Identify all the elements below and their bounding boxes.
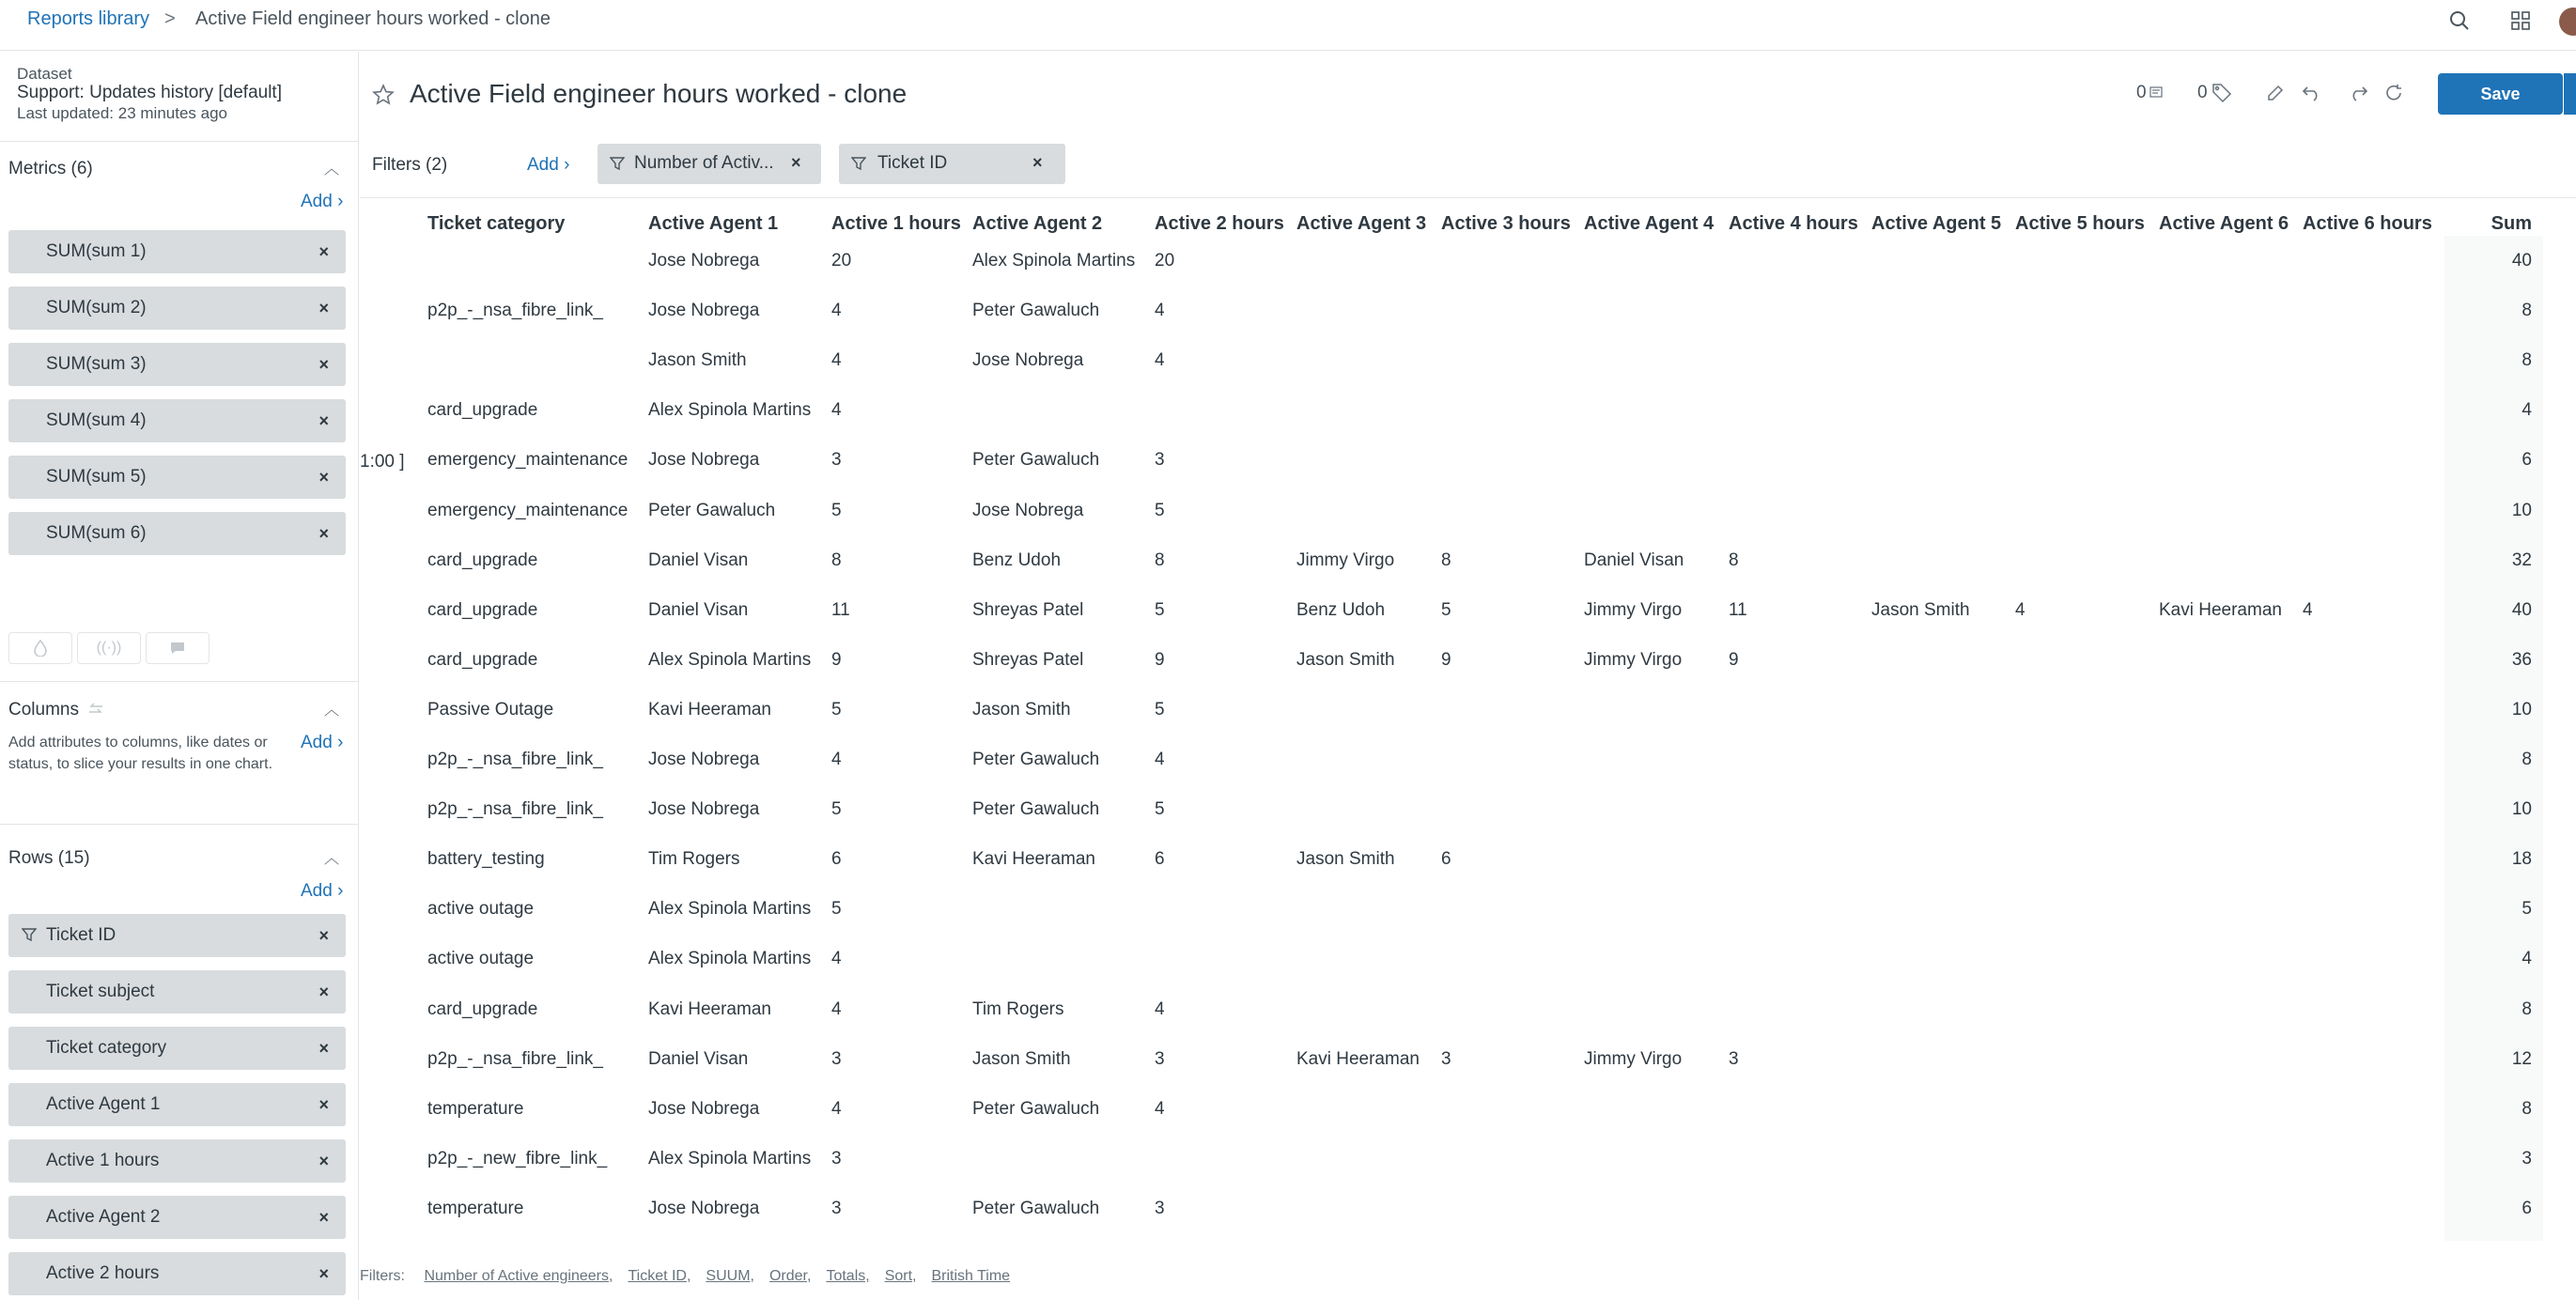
table-cell[interactable]: 9 <box>1155 649 1165 670</box>
dataset-updated: Last updated: 23 minutes ago <box>17 104 227 122</box>
undo-icon[interactable] <box>2300 81 2324 105</box>
metric-label: SUM(sum 6) <box>46 523 147 543</box>
table-cell[interactable]: Peter Gawaluch <box>972 1198 1100 1218</box>
table-cell[interactable]: Alex Spinola Martins <box>648 899 812 920</box>
table-cell[interactable]: 5 <box>1155 599 1165 620</box>
comment-count-icon[interactable] <box>2149 86 2163 104</box>
metric-label: SUM(sum 5) <box>46 467 147 487</box>
table-cell[interactable]: Benz Udoh <box>1296 599 1386 620</box>
footer-filter-link[interactable]: Totals, <box>826 1268 870 1284</box>
sum-cell[interactable]: 32 <box>2511 549 2532 570</box>
table-cell[interactable]: 20 <box>831 251 852 271</box>
table-cell[interactable]: 9 <box>831 649 842 670</box>
remove-icon[interactable]: × <box>318 354 329 374</box>
remove-icon[interactable]: × <box>318 241 329 261</box>
table-cell[interactable]: Kavi Heeraman <box>2159 599 2282 620</box>
column-header-active-agent-3[interactable]: Active Agent 3 <box>1296 213 1427 234</box>
sum-cell[interactable]: 40 <box>2511 251 2532 271</box>
footer-filter-link[interactable]: Sort, <box>884 1268 917 1284</box>
sum-cell[interactable]: 8 <box>2522 301 2532 321</box>
column-header-active-6-hours[interactable]: Active 6 hours <box>2303 213 2432 234</box>
metric-pill[interactable] <box>8 399 346 442</box>
sum-cell[interactable]: 4 <box>2522 949 2532 969</box>
sum-cell[interactable]: 18 <box>2511 849 2532 870</box>
column-header-active-2-hours[interactable]: Active 2 hours <box>1155 213 1284 234</box>
table-cell[interactable]: Tim Rogers <box>972 998 1064 1019</box>
metrics-add-button[interactable]: Add › <box>301 192 344 211</box>
table-cell[interactable]: 3 <box>1729 1048 1739 1069</box>
top-bar <box>0 0 2576 51</box>
columns-help-text: Add attributes to columns, like dates or status, to slice your results in one chart. <box>8 735 273 772</box>
table-row <box>360 338 2576 339</box>
table-cell[interactable]: Shreyas Patel <box>972 599 1084 620</box>
table-cell[interactable]: 6 <box>1155 849 1165 870</box>
table-cell[interactable]: Jason Smith <box>972 1048 1071 1069</box>
row-label: Active 1 hours <box>46 1151 160 1170</box>
table-row <box>360 538 2576 539</box>
table-cell[interactable]: 5 <box>1155 500 1165 520</box>
table-cell[interactable]: 4 <box>831 301 842 321</box>
tag-count: 0 <box>2197 83 2208 102</box>
table-cell[interactable]: Alex Spinola Martins <box>972 251 1136 271</box>
metric-pill[interactable] <box>8 456 346 499</box>
sum-cell[interactable]: 8 <box>2522 750 2532 769</box>
table-cell[interactable]: card_upgrade <box>427 400 538 421</box>
table-row <box>360 737 2576 738</box>
table-cell[interactable]: 11 <box>1729 599 1747 620</box>
table-cell[interactable]: 4 <box>1155 998 1165 1019</box>
table-cell[interactable]: Kavi Heeraman <box>648 699 771 720</box>
column-header-active-agent-1[interactable]: Active Agent 1 <box>648 213 779 234</box>
column-header-active-agent-4[interactable]: Active Agent 4 <box>1584 213 1715 234</box>
table-cell[interactable]: 5 <box>1155 799 1165 820</box>
apps-grid-icon[interactable] <box>2506 6 2536 36</box>
table-cell[interactable]: Peter Gawaluch <box>972 450 1100 471</box>
table-cell[interactable]: 3 <box>831 1148 842 1168</box>
sum-cell[interactable]: 5 <box>2522 899 2532 920</box>
footer-filter-link[interactable]: Ticket ID, <box>628 1268 691 1284</box>
metric-pill[interactable] <box>8 512 346 555</box>
column-header-active-4-hours[interactable]: Active 4 hours <box>1729 213 1858 234</box>
table-row <box>360 987 2576 988</box>
sum-cell[interactable]: 8 <box>2522 1098 2532 1119</box>
table-cell[interactable]: 3 <box>1155 450 1165 471</box>
table-row <box>360 787 2576 788</box>
table-cell[interactable]: emergency_maintenance <box>427 450 628 471</box>
table-row <box>360 1137 2576 1138</box>
row-pill[interactable] <box>8 1083 346 1126</box>
row-pill[interactable] <box>8 970 346 1014</box>
table-cell[interactable]: 4 <box>1155 750 1165 769</box>
table-cell[interactable]: emergency_maintenance <box>427 500 628 520</box>
divider <box>0 141 359 142</box>
row-pill[interactable] <box>8 1252 346 1295</box>
filters-add-button[interactable]: Add › <box>527 155 570 175</box>
save-button[interactable]: Save <box>2438 73 2563 115</box>
table-cell[interactable]: p2p_-_nsa_fibre_link_ <box>427 301 603 321</box>
comment-icon[interactable] <box>146 632 209 664</box>
table-cell[interactable]: 4 <box>2015 599 2025 620</box>
table-cell[interactable]: 3 <box>1441 1048 1451 1069</box>
table-cell[interactable]: Jimmy Virgo <box>1584 1048 1683 1069</box>
table-cell[interactable]: Jose Nobrega <box>972 500 1084 520</box>
table-cell[interactable]: Jose Nobrega <box>648 799 760 820</box>
table-cell[interactable]: 3 <box>831 450 842 471</box>
table-cell[interactable]: p2p_-_nsa_fibre_link_ <box>427 750 603 769</box>
row-label: Ticket subject <box>46 982 155 1001</box>
remove-icon[interactable]: × <box>318 1263 329 1283</box>
table-cell[interactable]: Peter Gawaluch <box>972 301 1100 321</box>
table-cell[interactable]: 11 <box>831 599 850 620</box>
table-cell[interactable]: 4 <box>831 949 842 969</box>
footer-filter-link[interactable]: Number of Active engineers, <box>424 1268 613 1284</box>
remove-icon[interactable]: × <box>318 1038 329 1058</box>
filter-chip-ticket-id[interactable] <box>839 144 1065 184</box>
metric-label: SUM(sum 1) <box>46 241 147 261</box>
partial-cell[interactable]: 1:00 ] <box>360 452 405 472</box>
sum-cell[interactable]: 8 <box>2522 350 2532 371</box>
remove-icon[interactable]: × <box>318 467 329 487</box>
columns-title: Columns <box>8 700 79 720</box>
sum-column-background <box>2444 236 2543 1241</box>
table-cell[interactable]: 5 <box>1155 699 1165 720</box>
dataset-label: Dataset <box>17 65 72 83</box>
column-header-active-agent-6[interactable]: Active Agent 6 <box>2159 213 2289 234</box>
remove-icon[interactable]: × <box>318 1207 329 1227</box>
row-pill[interactable] <box>8 1196 346 1239</box>
table-row <box>360 887 2576 888</box>
metric-pill[interactable] <box>8 343 346 386</box>
remove-filter-icon[interactable]: × <box>791 153 801 172</box>
sum-cell[interactable]: 6 <box>2522 1198 2532 1218</box>
broadcast-icon[interactable]: ((·)) <box>77 632 141 664</box>
metrics-collapse-icon[interactable]: ︿ <box>324 162 340 178</box>
metric-label: SUM(sum 3) <box>46 354 147 374</box>
column-header-active-1-hours[interactable]: Active 1 hours <box>831 213 961 234</box>
table-cell[interactable]: card_upgrade <box>427 599 538 620</box>
row-pill[interactable] <box>8 1027 346 1070</box>
table-cell[interactable]: 4 <box>831 998 842 1019</box>
columns-add-button[interactable]: Add › <box>301 733 344 752</box>
rows-add-button[interactable]: Add › <box>301 881 344 901</box>
row-label: Active Agent 1 <box>46 1094 161 1114</box>
table-cell[interactable]: p2p_-_new_fibre_link_ <box>427 1148 608 1168</box>
filter-chip-label: Ticket ID <box>877 153 948 173</box>
table-cell[interactable]: Jose Nobrega <box>648 251 760 271</box>
table-cell[interactable]: Jason Smith <box>648 350 747 371</box>
rows-title: Rows (15) <box>8 848 90 868</box>
sum-cell[interactable]: 6 <box>2522 450 2532 471</box>
sum-cell[interactable]: 10 <box>2511 500 2532 520</box>
filter-chip-label: Number of Activ... <box>634 153 774 173</box>
table-cell[interactable]: 4 <box>1155 350 1165 371</box>
table-cell[interactable]: 9 <box>1441 649 1451 670</box>
table-cell[interactable]: Jose Nobrega <box>648 1098 760 1119</box>
table-cell[interactable]: 5 <box>831 500 842 520</box>
column-header-active-agent-5[interactable]: Active Agent 5 <box>1871 213 2002 234</box>
breadcrumb-separator: > <box>164 8 176 29</box>
footer-filter-link[interactable]: Order, <box>768 1268 812 1284</box>
column-header-sum[interactable]: Sum <box>2491 213 2532 234</box>
sum-cell[interactable]: 4 <box>2522 400 2532 421</box>
table-cell[interactable]: temperature <box>427 1098 524 1119</box>
sum-cell[interactable]: 36 <box>2511 649 2532 670</box>
table-cell[interactable]: battery_testing <box>427 849 545 870</box>
table-row <box>360 1037 2576 1038</box>
table-row <box>360 1186 2576 1187</box>
redo-icon[interactable] <box>2346 81 2370 105</box>
user-avatar[interactable] <box>2559 8 2576 36</box>
table-cell[interactable]: 4 <box>831 1098 842 1119</box>
remove-icon[interactable]: × <box>318 925 329 945</box>
table-cell[interactable]: Peter Gawaluch <box>972 750 1100 769</box>
table-cell[interactable]: Kavi Heeraman <box>648 998 771 1019</box>
table-cell[interactable]: 4 <box>1155 301 1165 321</box>
tag-icon[interactable] <box>2211 83 2232 108</box>
table-cell[interactable]: 4 <box>831 400 842 421</box>
row-pill[interactable] <box>8 1139 346 1183</box>
table-row <box>360 638 2576 639</box>
metrics-title: Metrics (6) <box>8 159 93 178</box>
table-cell[interactable]: 4 <box>1155 1098 1165 1119</box>
remove-icon[interactable]: × <box>318 982 329 1001</box>
table-cell[interactable]: Shreyas Patel <box>972 649 1084 670</box>
sum-cell[interactable]: 10 <box>2511 699 2532 720</box>
table-cell[interactable]: Benz Udoh <box>972 549 1062 570</box>
table-cell[interactable]: Daniel Visan <box>1584 549 1684 570</box>
favorite-star-icon[interactable] <box>372 84 395 111</box>
filters-count[interactable]: Filters (2) <box>372 155 448 175</box>
table-cell[interactable]: active outage <box>427 949 535 969</box>
table-cell[interactable]: temperature <box>427 1198 524 1218</box>
sum-cell[interactable]: 40 <box>2511 599 2532 620</box>
metric-pill[interactable] <box>8 230 346 273</box>
table-cell[interactable]: Peter Gawaluch <box>972 1098 1100 1119</box>
table-cell[interactable]: Jason Smith <box>1871 599 1970 620</box>
table-row <box>360 1087 2576 1088</box>
table-cell[interactable]: Peter Gawaluch <box>648 500 776 520</box>
table-cell[interactable]: active outage <box>427 899 535 920</box>
table-cell[interactable]: 3 <box>1155 1198 1165 1218</box>
table-cell[interactable]: Peter Gawaluch <box>972 799 1100 820</box>
breadcrumb-current: Active Field engineer hours worked - clone <box>195 8 551 29</box>
metric-pill[interactable] <box>8 286 346 330</box>
table-cell[interactable]: 5 <box>831 799 842 820</box>
table-cell[interactable]: card_upgrade <box>427 998 538 1019</box>
table-cell[interactable]: 8 <box>1729 549 1739 570</box>
table-cell[interactable]: Jimmy Virgo <box>1296 549 1395 570</box>
table-cell[interactable]: 3 <box>1155 1048 1165 1069</box>
table-cell[interactable]: 6 <box>831 849 842 870</box>
table-row <box>360 588 2576 589</box>
sum-cell[interactable]: 3 <box>2522 1148 2532 1168</box>
divider <box>0 681 359 682</box>
table-cell[interactable]: 8 <box>1155 549 1165 570</box>
metric-label: SUM(sum 2) <box>46 298 147 317</box>
edit-icon[interactable] <box>2263 81 2288 105</box>
search-icon[interactable] <box>2444 6 2475 36</box>
table-cell[interactable]: 4 <box>831 750 842 769</box>
sum-cell[interactable]: 10 <box>2511 799 2532 820</box>
remove-icon[interactable]: × <box>318 523 329 543</box>
table-cell[interactable]: 8 <box>831 549 842 570</box>
table-cell[interactable]: Alex Spinola Martins <box>648 1148 812 1168</box>
table-cell[interactable]: Daniel Visan <box>648 1048 749 1069</box>
footer-label: Filters: <box>360 1268 405 1284</box>
table-row <box>360 688 2576 689</box>
table-cell[interactable]: Alex Spinola Martins <box>648 649 812 670</box>
report-title[interactable]: Active Field engineer hours worked - clone <box>410 79 908 108</box>
table-cell[interactable]: Tim Rogers <box>648 849 740 870</box>
sum-cell[interactable]: 12 <box>2511 1048 2532 1069</box>
filter-icon <box>610 156 625 176</box>
table-cell[interactable]: 5 <box>831 699 842 720</box>
results-table <box>360 198 2576 1246</box>
table-cell[interactable]: p2p_-_nsa_fibre_link_ <box>427 1048 603 1069</box>
column-header-active-3-hours[interactable]: Active 3 hours <box>1441 213 1571 234</box>
table-cell[interactable]: Passive Outage <box>427 699 554 720</box>
table-row <box>360 388 2576 389</box>
remove-icon[interactable]: × <box>318 1094 329 1114</box>
remove-icon[interactable]: × <box>318 410 329 430</box>
footer-filter-link[interactable]: SUUM, <box>706 1268 754 1284</box>
footer-filters <box>360 1268 1010 1285</box>
table-cell[interactable]: 4 <box>2303 599 2313 620</box>
table-cell[interactable]: Jose Nobrega <box>648 450 760 471</box>
remove-icon[interactable]: × <box>318 298 329 317</box>
row-label: Active 2 hours <box>46 1263 160 1283</box>
refresh-icon[interactable] <box>2382 81 2406 105</box>
save-options-button[interactable] <box>2564 73 2576 115</box>
sum-cell[interactable]: 8 <box>2522 998 2532 1019</box>
comment-count: 0 <box>2136 83 2147 102</box>
columns-collapse-icon[interactable]: ︿ <box>324 703 340 719</box>
table-row <box>360 837 2576 838</box>
table-cell[interactable]: Daniel Visan <box>648 599 749 620</box>
table-cell[interactable]: 3 <box>831 1048 842 1069</box>
rows-collapse-icon[interactable]: ︿ <box>324 851 340 867</box>
table-cell[interactable]: Jason Smith <box>1296 649 1395 670</box>
table-cell[interactable]: Jimmy Virgo <box>1584 599 1683 620</box>
drop-icon[interactable] <box>8 632 72 664</box>
row-label: Active Agent 2 <box>46 1207 161 1227</box>
table-cell[interactable]: Jose Nobrega <box>648 1198 760 1218</box>
table-cell[interactable]: Jose Nobrega <box>972 350 1084 371</box>
remove-icon[interactable]: × <box>318 1151 329 1170</box>
table-cell[interactable]: 6 <box>1441 849 1451 870</box>
table-cell[interactable]: card_upgrade <box>427 649 538 670</box>
table-cell[interactable]: Alex Spinola Martins <box>648 949 812 969</box>
table-cell[interactable]: 3 <box>831 1198 842 1218</box>
left-sidebar <box>0 52 359 1300</box>
metric-label: SUM(sum 4) <box>46 410 147 430</box>
breadcrumb-reports-library[interactable]: Reports library <box>27 8 150 29</box>
dataset-name[interactable]: Support: Updates history [default] <box>17 83 282 102</box>
column-header-ticket-category[interactable]: Ticket category <box>427 213 566 234</box>
table-row <box>360 438 2576 439</box>
table-row <box>360 288 2576 289</box>
table-cell[interactable]: p2p_-_nsa_fibre_link_ <box>427 799 603 820</box>
table-cell[interactable]: Jose Nobrega <box>648 750 760 769</box>
table-cell[interactable]: Jose Nobrega <box>648 301 760 321</box>
remove-filter-icon[interactable]: × <box>1032 153 1043 172</box>
footer-filter-link[interactable]: British Time <box>931 1268 1011 1284</box>
table-cell[interactable]: Jason Smith <box>1296 849 1395 870</box>
table-cell[interactable]: 9 <box>1729 649 1739 670</box>
table-cell[interactable]: 20 <box>1155 251 1175 271</box>
table-cell[interactable]: 5 <box>831 899 842 920</box>
table-row <box>360 239 2576 240</box>
table-cell[interactable]: Jason Smith <box>972 699 1071 720</box>
table-cell[interactable]: Daniel Visan <box>648 549 749 570</box>
table-cell[interactable]: Jimmy Virgo <box>1584 649 1683 670</box>
filter-icon <box>22 927 37 947</box>
filter-chip-number-of-active[interactable] <box>597 144 821 184</box>
row-label: Ticket ID <box>46 925 116 945</box>
column-header-active-agent-2[interactable]: Active Agent 2 <box>972 213 1103 234</box>
row-pill-ticket-id[interactable] <box>8 914 346 957</box>
table-cell[interactable]: Alex Spinola Martins <box>648 400 812 421</box>
table-cell[interactable]: card_upgrade <box>427 549 538 570</box>
swap-icon[interactable] <box>86 700 105 723</box>
table-cell[interactable]: 5 <box>1441 599 1451 620</box>
table-cell[interactable]: 8 <box>1441 549 1451 570</box>
row-label: Ticket category <box>46 1038 167 1058</box>
filter-icon <box>851 156 866 176</box>
table-row <box>360 488 2576 489</box>
table-cell[interactable]: Kavi Heeraman <box>1296 1048 1420 1069</box>
column-header-active-5-hours[interactable]: Active 5 hours <box>2015 213 2145 234</box>
table-cell[interactable]: Kavi Heeraman <box>972 849 1095 870</box>
divider <box>0 824 359 825</box>
table-cell[interactable]: 4 <box>831 350 842 371</box>
table-row <box>360 936 2576 937</box>
